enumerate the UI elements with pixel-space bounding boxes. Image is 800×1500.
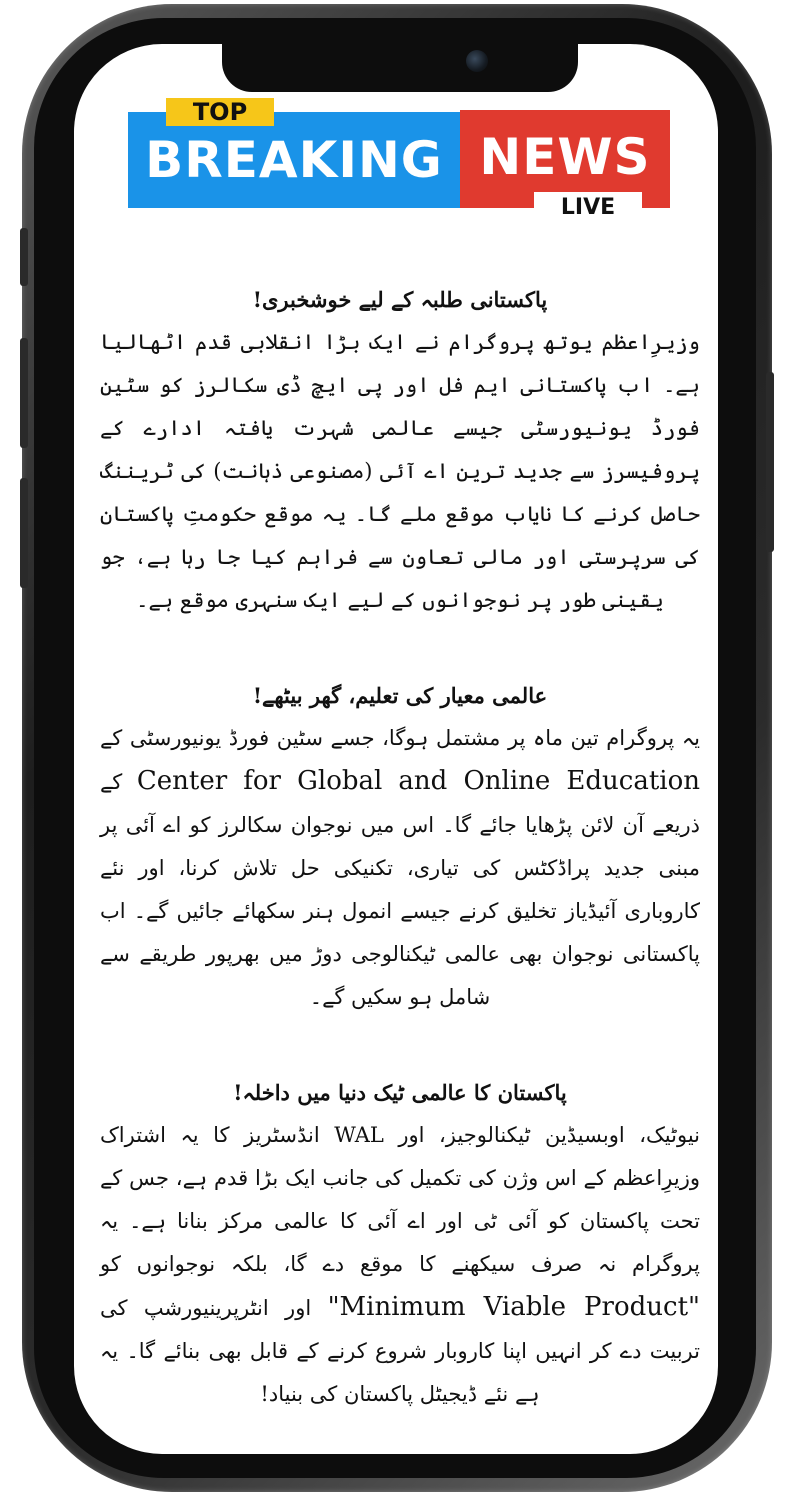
- section-body: [100, 1114, 700, 1416]
- section-heading: پاکستانی طلبہ کے لیے خوشخبری!: [252, 287, 548, 312]
- article-section: [100, 1071, 700, 1416]
- body-english-text: Center for Global and Online Education: [136, 766, 700, 796]
- phone-side-button: [20, 228, 28, 286]
- phone-power-button: [766, 372, 774, 552]
- article-section: [100, 674, 700, 1019]
- body-text: اور انٹرپرینیورشپ کی تربیت دے کر انہیں اپنا کاروبار شروع کرنے کے قابل بھی بنائے گا۔ یہ ہے نئے ڈیجیٹل پاکستان کی بنیاد!: [100, 1296, 700, 1406]
- front-camera-icon: [466, 50, 488, 72]
- phone-volume-down-button: [20, 478, 28, 588]
- banner-top-tag: TOP: [166, 98, 274, 126]
- banner-breaking-text: BREAKING: [128, 112, 460, 208]
- body-text: کے ذریعے آن لائن پڑھایا جائے گا۔ اس میں نوجوان سکالرز کو اے آئی پر مبنی جدید پراڈکٹس کی تیاری، تکنیکی حل تلاش کرنا، اور نئے کاروباری آئیڈیاز تخلیق کرنے جیسے انمول ہنر سکھائے جائیں گے۔ اب پاکستانی نوجوان بھی عالمی ٹیکنالوجی دوڑ میں بھرپور طریقے سے شامل ہو سکیں گے۔: [100, 770, 700, 1009]
- section-heading: پاکستان کا عالمی ٹیک دنیا میں داخلہ!: [233, 1080, 567, 1105]
- section-body: [100, 717, 700, 1019]
- section-body: وزیرِاعظم یوتھ پروگرام نے ایک بڑا انقلابی قدم اٹھالیا ہے۔ اب پاکستانی ایم فل اور پی ایچ ڈی سکالرز کو سٹین فورڈ یونیورسٹی جیسے عالمی شہرت یافتہ ادارے کے پروفیسرز سے جدید ترین اے آئی (مصنوعی ذہانت) کی ٹریننگ حاصل کرنے کا نایاب موقع ملے گا۔ یہ موقع حکومتِ پاکستان کی سرپرستی اور مالی تعاون سے فراہم کیا جا رہا ہے، جو یقینی طور پر نوجوانوں کے لیے ایک سنہری موقع ہے۔: [100, 330, 700, 612]
- article-section: [100, 278, 700, 622]
- banner-news-text: NEWS: [460, 110, 670, 208]
- body-english-text: "Minimum Viable Product": [327, 1292, 700, 1322]
- phone-volume-up-button: [20, 338, 28, 448]
- body-text: یہ پروگرام تین ماہ پر مشتمل ہوگا، جسے سٹین فورڈ یونیورسٹی کے: [100, 726, 700, 750]
- phone-notch: [222, 42, 578, 92]
- banner-live-tag: LIVE: [534, 192, 642, 224]
- section-heading: عالمی معیار کی تعلیم، گھر بیٹھے!: [252, 683, 548, 708]
- breaking-news-banner: [128, 96, 670, 221]
- news-article: [100, 278, 700, 1468]
- body-text: نیوٹیک، اوبسیڈین ٹیکنالوجیز، اور WAL انڈسٹریز کا یہ اشتراک وزیرِاعظم کے اس وژن کی تکمیل کی جانب ایک بڑا قدم ہے، جس کے تحت پاکستان کو آئی ٹی اور اے آئی کا عالمی مرکز بنانا ہے۔ یہ پروگرام نہ صرف سیکھنے کا موقع دے گا، بلکہ نوجوانوں کو: [100, 1123, 700, 1276]
